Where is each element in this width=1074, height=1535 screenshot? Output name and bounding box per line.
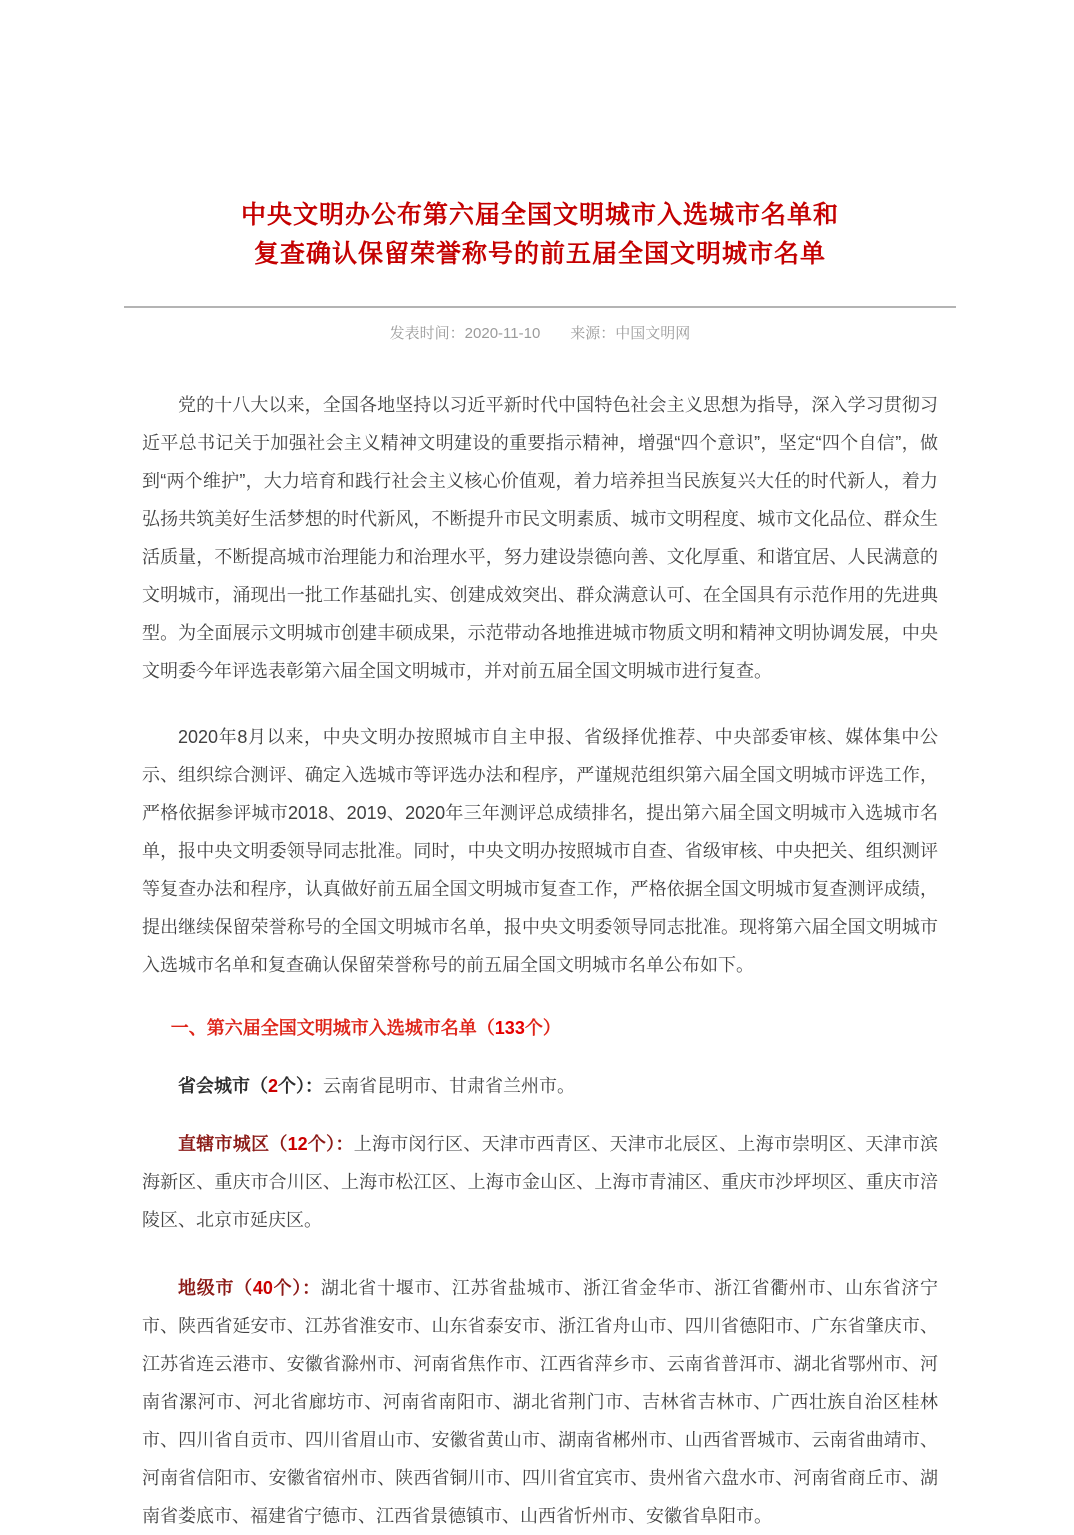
category-label-tail: 个）： (307, 1134, 354, 1154)
title-divider (124, 306, 956, 308)
section-heading-text: 一、第六届全国文明城市入选城市名单（ (170, 1018, 495, 1038)
category-count: 40 (252, 1278, 273, 1298)
category-label-text: 地级市（ (178, 1278, 253, 1298)
section-one-heading (142, 1009, 938, 1047)
city-list-municipal-districts (142, 1125, 938, 1239)
title-line-2: 复查确认保留荣誉称号的前五届全国文明城市名单 (253, 240, 826, 268)
city-names: 上海市闵行区、天津市西青区、天津市北辰区、上海市崇明区、天津市滨海新区、重庆市合川区、上海市松江区、上海市金山区、上海市青浦区、重庆市沙坪坝区、重庆市涪陵区、北京市延庆区。 (142, 1134, 939, 1230)
category-label-provincial-capitals (178, 1076, 323, 1096)
category-label-tail: 个）： (278, 1076, 324, 1096)
publish-date: 发表时间：2020-11-10 (389, 325, 541, 342)
paragraph-1: 党的十八大以来，全国各地坚持以习近平新时代中国特色社会主义思想为指导，深入学习贯彻习近平总书记关于加强社会主义精神文明建设的重要指示精神，增强“四个意识”，坚定“四个自信”，做到“两个维护”，大力培育和践行社会主义核心价值观，着力培养担当民族复兴大任的时代新人，着力弘扬共筑美好生活梦想的时代新风，不断提升市民文明素质、城市文明程度、城市文化品位、群众生活质量，不断提高城市治理能力和治理水平，努力建设崇德向善、文化厚重、和谐宜居、人民满意的文明城市，涌现出一批工作基础扎实、创建成效突出、群众满意认可、在全国具有示范作用的先进典型。为全面展示文明城市创建丰硕成果，示范带动各地推进城市物质文明和精神文明协调发展，中央文明委今年评选表彰第六届全国文明城市，并对前五届全国文明城市进行复查。 (142, 395, 938, 681)
category-label-tail: 个）： (272, 1278, 321, 1298)
title-line-1: 中央文明办公布第六届全国文明城市入选城市名单和 (240, 201, 839, 229)
article-title (142, 196, 938, 274)
city-names: 云南省昆明市、甘肃省兰州市。 (323, 1076, 576, 1096)
section-heading-count: 133 (494, 1018, 525, 1038)
category-label-municipal-districts (178, 1134, 354, 1154)
category-label-prefecture-level (178, 1278, 321, 1298)
source-label: 来源：中国文明网 (570, 325, 691, 342)
paragraph-2: 2020年8月以来，中央文明办按照城市自主申报、省级择优推荐、中央部委审核、媒体集中公示、组织综合测评、确定入选城市等评选办法和程序，严谨规范组织第六届全国文明城市评选工作，严格依据参评城市2018、2019、2020年三年测评总成绩排名，提出第六届全国文明城市入选城市名单，报中央文明委领导同志批准。同时，中央文明办按照城市自查、省级审核、中央把关、组织测评等复查办法和程序，认真做好前五届全国文明城市复查工作，严格依据全国文明城市复查测评成绩，提出继续保留荣誉称号的全国文明城市名单，报中央文明委领导同志批准。现将第六届全国文明城市入选城市名单和复查确认保留荣誉称号的前五届全国文明城市名单公布如下。 (142, 727, 938, 975)
section-heading-tail: 个） (524, 1018, 561, 1038)
category-label-text: 省会城市（ (178, 1076, 268, 1096)
category-count: 12 (287, 1134, 308, 1154)
city-list-provincial-capitals (142, 1067, 938, 1105)
category-count: 2 (268, 1076, 279, 1096)
article-meta (142, 322, 938, 346)
city-list-prefecture-level (142, 1269, 938, 1535)
city-names: 湖北省十堰市、江苏省盐城市、浙江省金华市、浙江省衢州市、山东省济宁市、陕西省延安市、江苏省淮安市、山东省泰安市、浙江省舟山市、四川省德阳市、广东省肇庆市、江苏省连云港市、安徽省滁州市、河南省焦作市、江西省萍乡市、云南省普洱市、湖北省鄂州市、河南省漯河市、河北省廊坊市、河南省南阳市、湖北省荆门市、吉林省吉林市、广西壮族自治区桂林市、四川省自贡市、四川省眉山市、安徽省黄山市、湖南省郴州市、山西省晋城市、云南省曲靖市、河南省信阳市、安徽省宿州市、陕西省铜川市、四川省宜宾市、贵州省六盘水市、河南省商丘市、湖南省娄底市、福建省宁德市、江西省景德镇市、山西省忻州市、安徽省阜阳市。 (142, 1278, 939, 1526)
category-label-text: 直辖市城区（ (178, 1134, 288, 1154)
